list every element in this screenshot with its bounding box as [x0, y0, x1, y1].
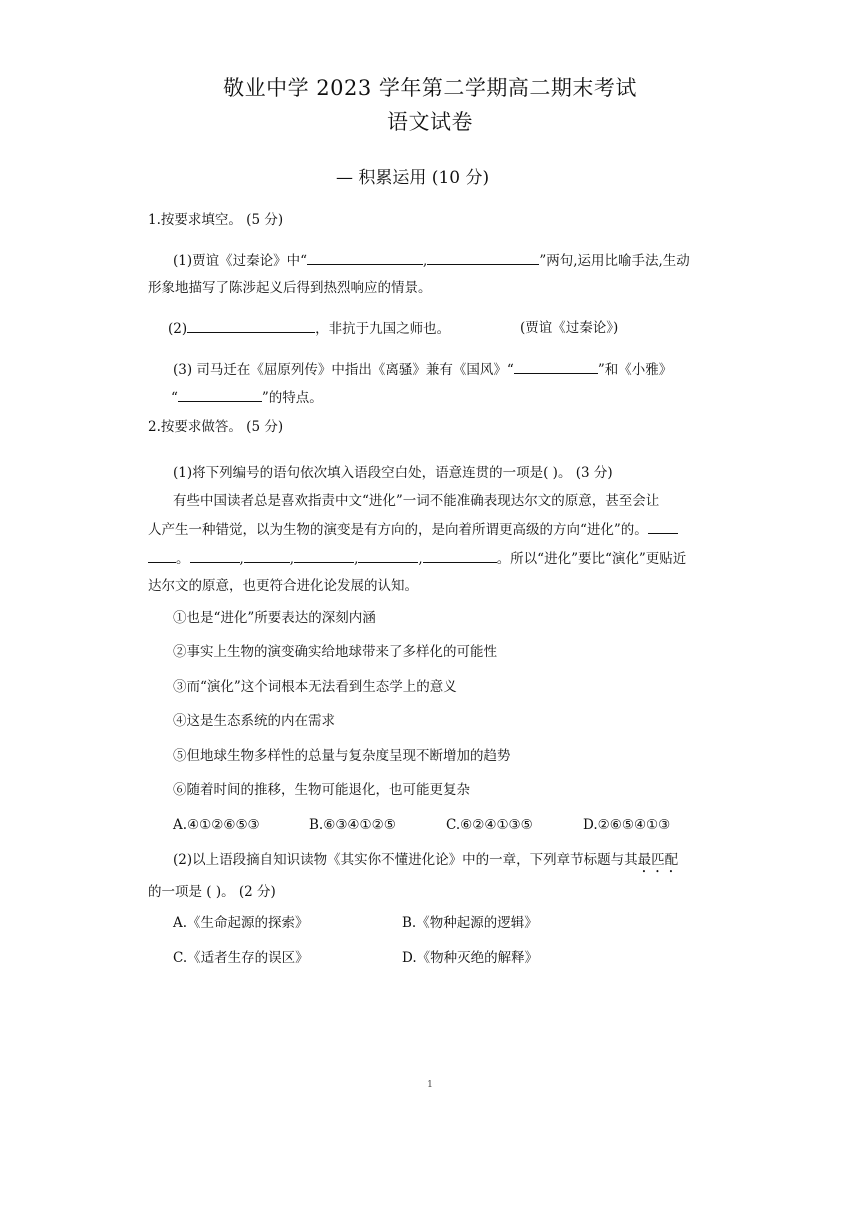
- passage-line-3-period: 。: [176, 551, 190, 567]
- q2-sub1-option-c[interactable]: C.⑥②④①③⑤: [446, 817, 533, 833]
- exam-title-line1: 敬业中学 2023 学年第二学期高二期末考试: [223, 76, 637, 100]
- q1-blank-1[interactable]: [307, 250, 423, 265]
- passage-blank-4[interactable]: [294, 548, 354, 563]
- passage-blank-3[interactable]: [244, 548, 290, 563]
- q2-sub2-option-c[interactable]: C.《适者生存的误区》: [173, 950, 309, 966]
- q1-blank-2[interactable]: [427, 250, 539, 265]
- passage-blank-6[interactable]: [423, 548, 497, 563]
- passage-line-3-text: 。所以“进化”要比“演化”更贴近: [496, 551, 687, 567]
- q2-sub2-option-b[interactable]: B.《物种起源的逻辑》: [402, 915, 538, 931]
- passage-blank-2[interactable]: [190, 548, 240, 563]
- sentence-item-2: ②事实上生物的演变确实给地球带来了多样化的可能性: [173, 644, 497, 660]
- exam-title-line2: 语文试卷: [387, 110, 473, 134]
- q1-blank-3[interactable]: [187, 318, 315, 333]
- section-heading: — 积累运用 (10 分): [336, 168, 490, 188]
- passage-blank-1b[interactable]: [148, 548, 176, 563]
- q2-sub1-option-d[interactable]: D.②⑥⑤④①③: [583, 817, 671, 833]
- q1-part1-open: (1)贾谊《过秦论》中“: [173, 253, 308, 269]
- page-number: 1: [427, 1080, 433, 1090]
- sentence-item-5: ⑤但地球生物多样性的总量与复杂度呈现不断增加的趋势: [173, 748, 511, 764]
- q1-part3-line2: [171, 387, 323, 408]
- sentence-item-4: ④这是生态系统的内在需求: [173, 713, 335, 729]
- q1-part2: [168, 318, 450, 339]
- sentence-item-6: ⑥随着时间的推移，生物可能退化，也可能更复杂: [173, 782, 470, 798]
- q2-sub1-option-a[interactable]: A.④①②⑥⑤③: [173, 817, 260, 833]
- q2-sub1-prompt: (1)将下列编号的语句依次填入语段空白处，语意连贯的一项是( )。 (3 分): [173, 465, 613, 481]
- q1-part1-comma: ,: [423, 253, 428, 269]
- question-1-stem: 1.按要求填空。 (5 分): [148, 212, 284, 228]
- question-2-stem: 2.按要求做答。 (5 分): [148, 419, 284, 435]
- sentence-item-1: ①也是“进化”所要表达的深刻内涵: [173, 610, 376, 626]
- q1-part3-text-d: ”的特点。: [261, 390, 323, 406]
- q1-part2-source: (贾谊《过秦论》): [520, 320, 619, 336]
- q2-sub1-option-b[interactable]: B.⑥③④①②⑤: [309, 817, 396, 833]
- passage-blank-1a[interactable]: [648, 519, 678, 534]
- q2-sub2-line2: 的一项是 ( )。 (2 分): [148, 884, 276, 900]
- passage-line-2: [148, 519, 678, 540]
- q1-part2-open: (2): [168, 321, 188, 337]
- q1-part3-text-b: ”和《小雅》: [597, 362, 673, 378]
- q1-part3-text-a: (3) 司马迁在《屈原列传》中指出《离骚》兼有《国风》“: [173, 362, 514, 378]
- q1-blank-4[interactable]: [514, 359, 598, 374]
- q1-part3-line1: [173, 359, 672, 380]
- q2-sub2-emphasis: 最匹配: [637, 852, 679, 868]
- q1-part1-line2: 形象地描写了陈涉起义后得到热烈响应的情景。: [148, 280, 432, 296]
- passage-line-3: 。 , , , , 。所以“进化”要比“演化”更贴近: [148, 548, 686, 569]
- q2-sub2-line1: [173, 850, 678, 876]
- q1-part1-line1: [173, 250, 690, 271]
- passage-blank-5[interactable]: [358, 548, 418, 563]
- passage-line-4: 达尔文的原意，也更符合进化论发展的认知。: [148, 578, 418, 594]
- q2-sub2-option-a[interactable]: A.《生命起源的探索》: [173, 915, 309, 931]
- q1-blank-5[interactable]: [178, 387, 262, 402]
- sentence-item-3: ③而“演化”这个词根本无法看到生态学上的意义: [173, 679, 457, 695]
- passage-line-1: 有些中国读者总是喜欢指责中文“进化”一词不能准确表现达尔文的原意，甚至会让: [173, 493, 660, 509]
- q2-sub2-option-d[interactable]: D.《物种灭绝的解释》: [402, 950, 539, 966]
- q1-part2-rest: ，非抗于九国之师也。: [315, 321, 451, 337]
- q2-sub2-text: (2)以上语段摘自知识读物《其实你不懂进化论》中的一章，下列章节标题与其: [173, 852, 638, 868]
- passage-line-2-text: 人产生一种错觉，以为生物的演变是有方向的，是向着所谓更高级的方向“进化”的。: [148, 522, 648, 538]
- q1-part3-text-c: “: [171, 390, 178, 406]
- q1-part1-close: ”两句,运用比喻手法,生动: [539, 253, 690, 269]
